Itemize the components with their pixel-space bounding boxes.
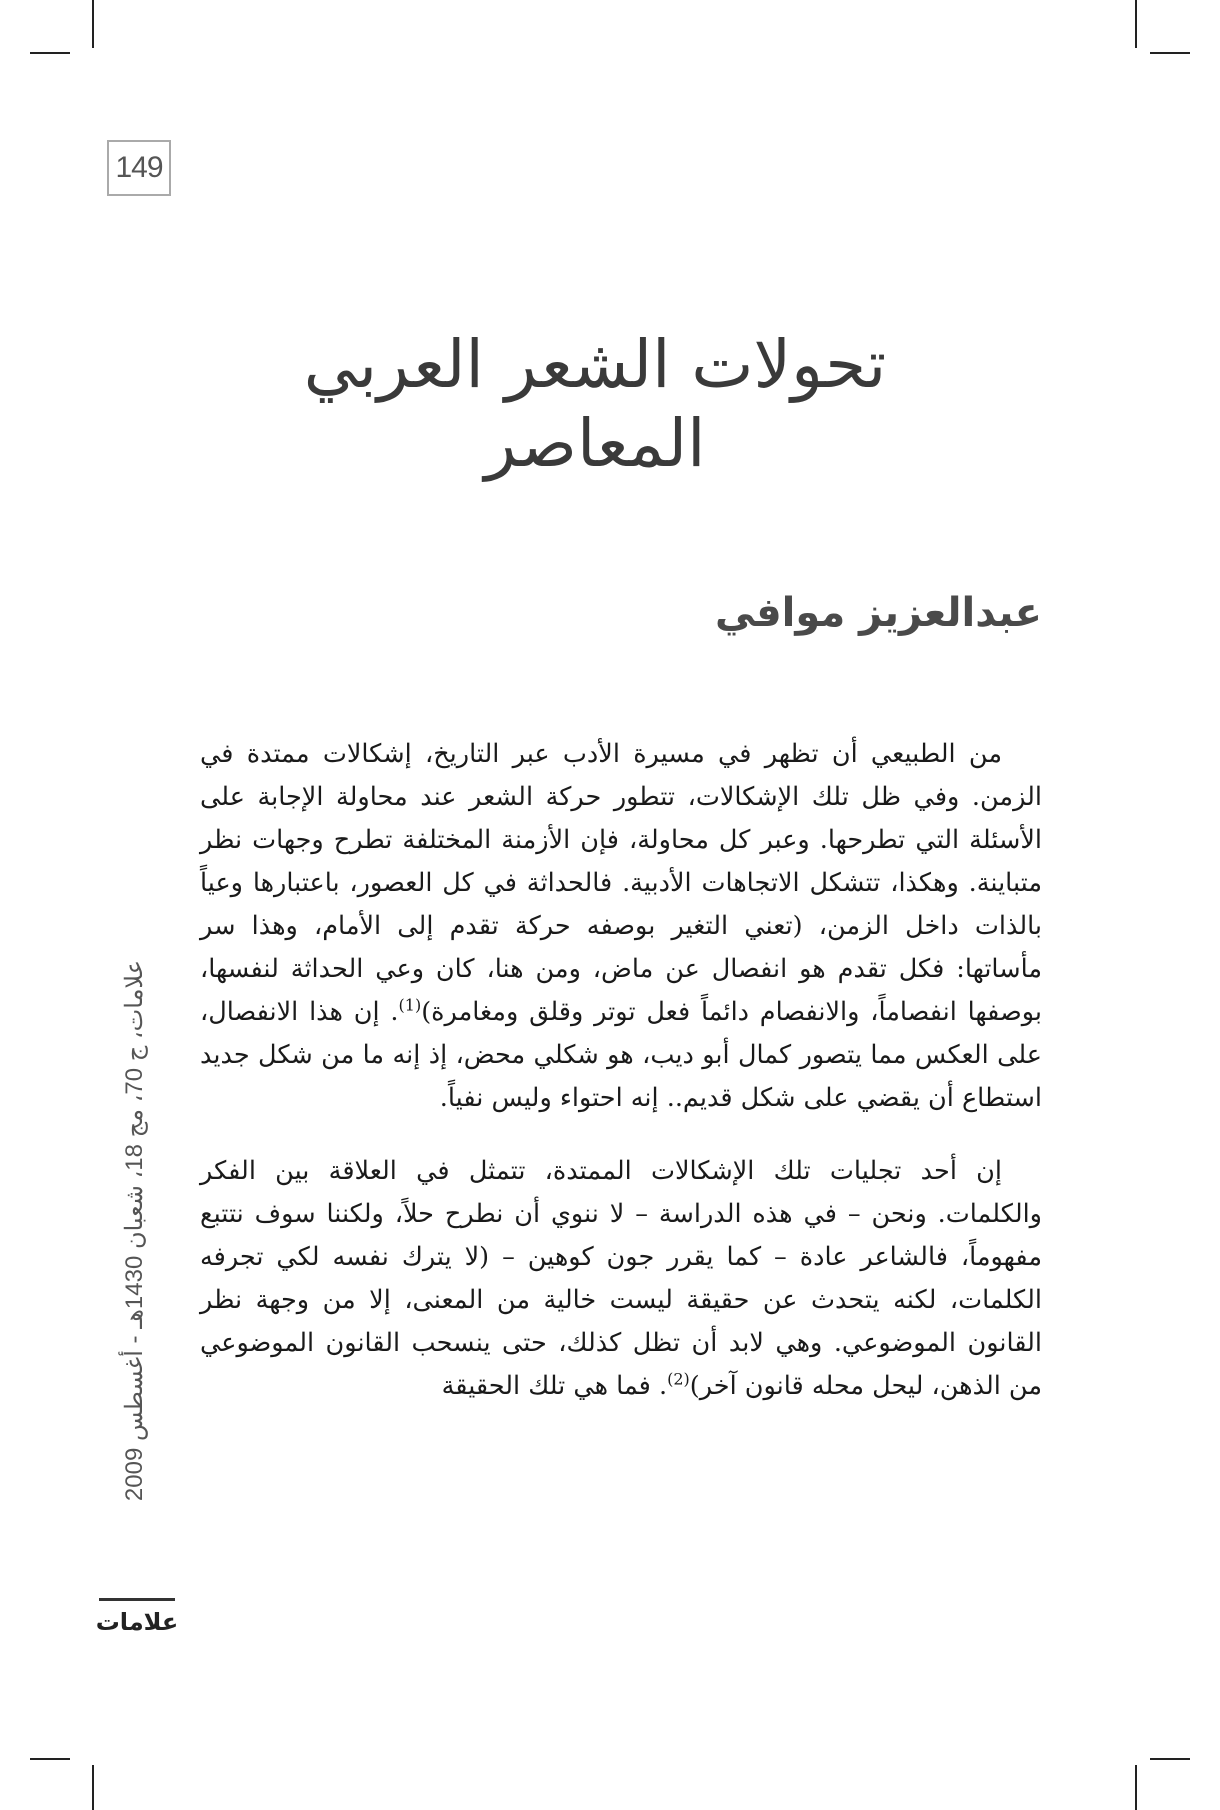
crop-mark-top-left-vertical xyxy=(92,0,94,48)
article-body xyxy=(200,733,1042,1408)
crop-mark-top-right-vertical xyxy=(1135,0,1137,48)
crop-mark-bottom-left-vertical xyxy=(92,1765,94,1810)
crop-mark-top-right xyxy=(1150,52,1190,54)
journal-logo: علامات xyxy=(99,1598,175,1643)
crop-mark-bottom-left xyxy=(30,1758,70,1760)
paragraph-2-text: إن أحد تجليات تلك الإشكالات الممتدة، تتمثل في العلاقة بين الفكر والكلمات. ونحن – في هذه الدراسة – لا ننوي أن نطرح حلاً، ولكننا سوف نتتبع مفهوماً، فالشاعر عادة – كما يقرر جون كوهين – (لا يترك نفسه لكي تجرفه الكلمات، لكنه يتحدث عن حقيقة ليست خالية من المعنى، إلا من وجهة نظر القانون الموضوعي. وهي لابد أن تظل كذلك، حتى ينسحب القانون الموضوعي من الذهن، ليحل محله قانون آخر) xyxy=(200,1156,1042,1401)
paragraph-2-continuation: . فما هي تلك الحقيقة xyxy=(441,1371,668,1401)
footnote-ref-2: (2) xyxy=(667,1369,690,1389)
journal-info: علامات، ج 70، مج 18، شعبان 1430هـ - أغسطس 2009 xyxy=(121,959,149,1501)
page-number: 149 xyxy=(107,140,171,196)
footnote-ref-1: (1) xyxy=(398,995,422,1015)
crop-mark-top-left xyxy=(30,52,70,54)
crop-mark-bottom-right xyxy=(1150,1758,1190,1760)
paragraph-1 xyxy=(200,733,1042,1120)
journal-info-strip xyxy=(110,870,160,1590)
paragraph-1-continuation: . إن هذا الانفصال، على العكس مما يتصور كمال أبو ديب، هو شكلي محض، إذ إنه ما من شكل جديد استطاع أن يقضي على شكل قديم.. إنه احتواء وليس نفياً. xyxy=(200,997,1042,1113)
crop-mark-bottom-right-vertical xyxy=(1135,1765,1137,1810)
paragraph-1-text: من الطبيعي أن تظهر في مسيرة الأدب عبر التاريخ، إشكالات ممتدة في الزمن. وفي ظل تلك الإشكالات، تتطور حركة الشعر عند محاولة الإجابة على الأسئلة التي تطرحها. وعبر كل محاولة، فإن الأزمنة المختلفة تطرح وجهات نظر متباينة. وهكذا، تتشكل الاتجاهات الأدبية. فالحداثة في كل العصور، باعتبارها وعياً بالذات داخل الزمن، (تعني التغير بوصفه حركة تقدم إلى الأمام، وهذا سر مأساتها: فكل تقدم هو انفصال عن ماض، ومن هنا، كان وعي الحداثة لنفسها، بوصفها انفصاماً، والانفصام دائماً فعل توتر وقلق ومغامرة) xyxy=(200,739,1042,1027)
paragraph-2 xyxy=(200,1150,1042,1408)
article-title: تحولات الشعر العربي المعاصر xyxy=(303,326,887,483)
author-name: عبدالعزيز موافي xyxy=(715,590,1042,636)
